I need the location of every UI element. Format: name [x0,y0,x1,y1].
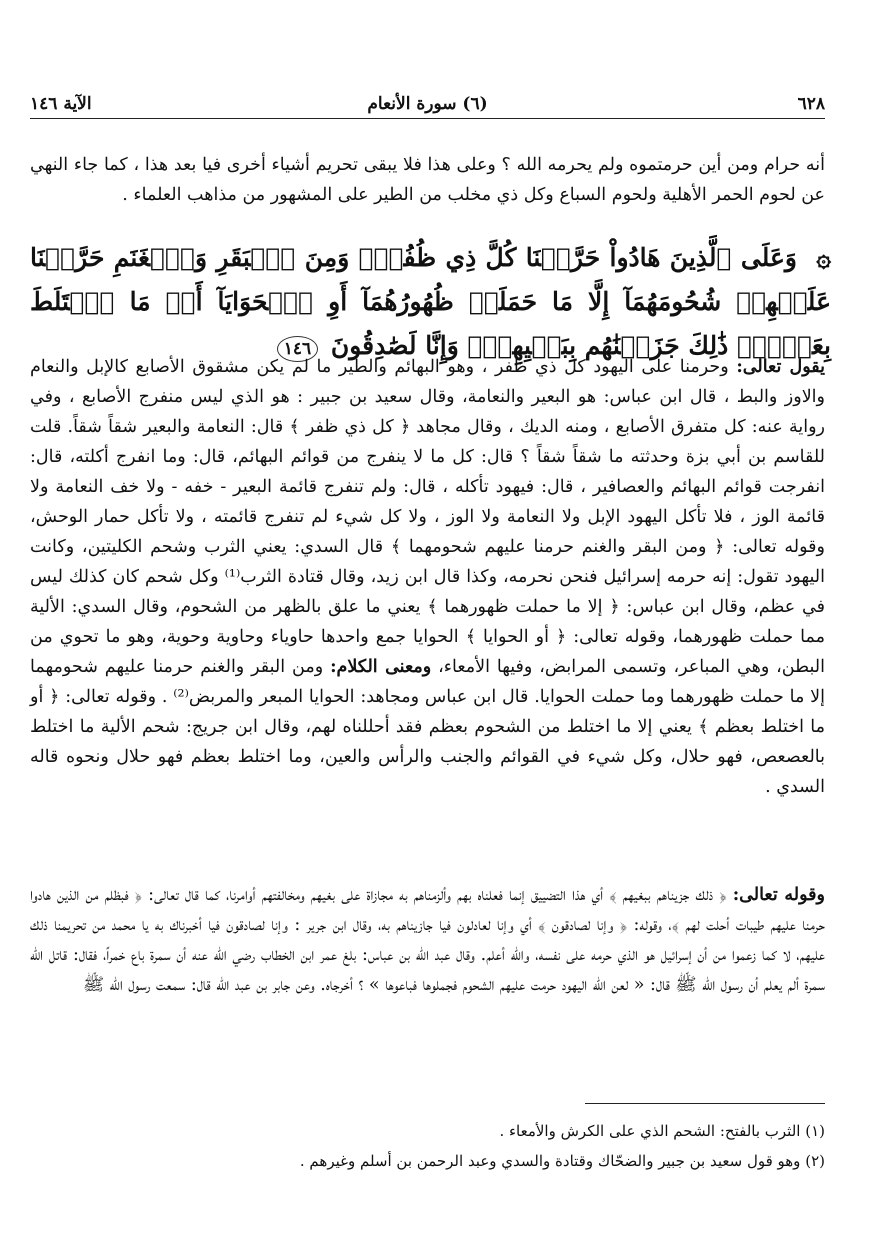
commentary-text: وحرمنا على اليهود كل ذي ظفر ، وهو البهائم والطير ما لم يكن مشقوق الأصابع كالإبل والنعام والاوز والبط ، قال ابن عباس: هو البعير والنعامة، وقال سعيد بن جبير : هو الذي ليس منفرج الأصابع ، وفي رواية عنه: كل متفرق الأصابع ، ومنه الديك ، وقال مجاهد ﴿ كل ذي ظفر ﴾ قال: النعامة والبعير شقاً شقاً. قلت للقاسم بن أبي بزة وحدثته ما شقاً شقاً ؟ قال: كل ما لا ينفرج من قوائم البهائم، قال: وما انفرج أكلته، قال: انفرجت قوائم البهائم والعصافير ، قال: فيهود تأكله ، قال: ولم تنفرج قائمة البعير - خفه - ولا خف النعامة ولا قائمة الوز ، فلا تأكل اليهود الإبل ولا النعامة ولا الوز ، ولا كل شيء لم تنفرج قائمته ، ولا تأكل حمار الوحش، وقوله تعالى: ﴿ ومن البقر والغنم حرمنا عليهم شحومهما ﴾ قال السدي: يعني الثرب وشحم الكليتين، وكانت اليهود تقول: إنه حرمه إسرائيل فنحن نحرمه، وكذا قال ابن زيد، وقال قتادة الثرب⁽¹⁾ وكل شحم كان كذلك ليس في عظم، وقال ابن عباس: ﴿ إلا ما حملت ظهورهما ﴾ يعني ما علق بالظهر من الشحوم، وقال السدي: الألية مما حملت ظهورهما، وقوله تعالى: ﴿ أو الحوايا ﴾ الحوايا جمع واحدها حاوياء وحاوية وحوية، وهو ما تحوي من البطن، وهي المباعر، وتسمى المرابض، وفيها الأمعاء، [30,357,825,677]
ayah-label: الآية ١٤٦ [30,94,92,114]
footnote-rule [585,1103,825,1104]
footnotes [30,1116,825,1176]
commentary-paragraph [30,352,825,802]
footnote-text: وهو قول سعيد بن جبير والضحّاك وقتادة والسدي وعبد الرحمن بن أسلم وغيرهم . [299,1152,801,1170]
intro-text: أنه حرام ومن أين حرمتموه ولم يحرمه الله ؟ وعلى هذا فلا يبقى تحريم أشياء أخرى فيا بعد هذا ، كما جاء النهي عن لحوم الحمر الأهلية ولحوم السباع وكل ذي مخلب من الطير على المشهور من مذاهب العلماء . [30,155,825,205]
commentary2-lead: وقوله تعالى: [732,885,825,905]
commentary-paragraph-2 [30,880,825,1000]
footnote-number: (٢) [805,1152,825,1170]
surah-title: (٦) سورة الأنعام [367,94,488,114]
page-header [30,92,825,116]
commentary2-body [30,880,825,1000]
page-number: ٦٢٨ [797,94,825,114]
footnote-item [30,1116,825,1146]
verse-text: وَعَلَى ٱلَّذِينَ هَادُواْ حَرَّمۡنَا كُلَّ ذِي ظُفُرٖۖ وَمِنَ ٱلۡبَقَرِ وَٱلۡغَنَمِ حَرَّمۡنَا عَلَيۡهِمۡ شُحُومَهُمَآ إِلَّا مَا حَمَلَتۡ ظُهُورُهُمَآ أَوِ ٱلۡحَوَايَآ أَوۡ مَا ٱخۡتَلَطَ بِعَظۡمٖۚ ذَٰلِكَ جَزَيۡنَٰهُم بِبَغۡيِهِمۡۖ وَإِنَّا لَصَٰدِقُونَ [30,243,831,360]
meaning-label: ومعنى الكلام: [330,657,432,677]
footnote-number: (١) [805,1122,825,1140]
commentary-body [30,352,825,802]
commentary-lead: يقول تعالى: [736,357,825,377]
footnote-text: الثرب بالفتح: الشحم الذي على الكرش والأمعاء . [499,1122,801,1140]
ayah-number: ١٤٦ [277,336,318,362]
commentary2-text: ﴿ ذلك جزيناهم ببغيهم ﴾ أي هذا التضييق إنما فعلناه بهم وألزمناهم به مجازاة على بغيهم ومخالفتهم أوامرنا، كما قال تعالى: ﴿ فبظلم من الذين هادوا حرمنا عليهم طيبات أحلت لهم ﴾، وقوله: ﴿ وإنا لصادقون ﴾ أي وإنا لعادلون فيا جازيناهم به، وقال ابن جرير : وإنا لصادقون فيا أخبرناك به يا محمد من تحريمنا ذلك عليهم، لا كما زعموا من أن إسرائيل هو الذي حرمه على نفسه، والله أعلم. وقال عبد الله بن عباس: بلغ عمر ابن الخطاب رضي الله عنه أن سمرة باع خمراً، فقال: قاتل الله سمرة ألم يعلم أن رسول الله ﷺ قال: « لعن الله اليهود حرمت عليهم الشحوم فجملوها فباعوها » ؟ أخرجاه. وعن جابر بن عبد الله قال: سمعت رسول الله ﷺ [30,885,825,995]
header-rule [30,118,825,119]
verse-marker: ۞ [816,243,831,272]
footnote-item [30,1146,825,1176]
commentary-text-2: ومن البقر والغنم حرمنا عليهم شحومهما إلا ما حملت ظهورهما وما حملت الحوايا. قال ابن عباس ومجاهد: الحوايا المبعر والمربض⁽²⁾ . وقوله تعالى: ﴿ أو ما اختلط بعظم ﴾ يعني إلا ما اختلط من الشحوم بعظم فقد أحللناه لهم، وقال ابن جريج: شحم الألية ما اختلط بالعصعص، فهو حلال، وكل شيء في القوائم والجنب والرأس والعين، وما اختلط بعظم فهو حلال ونحوه قاله السدي . [30,657,825,797]
intro-paragraph [30,150,825,210]
quran-verse [30,236,831,368]
